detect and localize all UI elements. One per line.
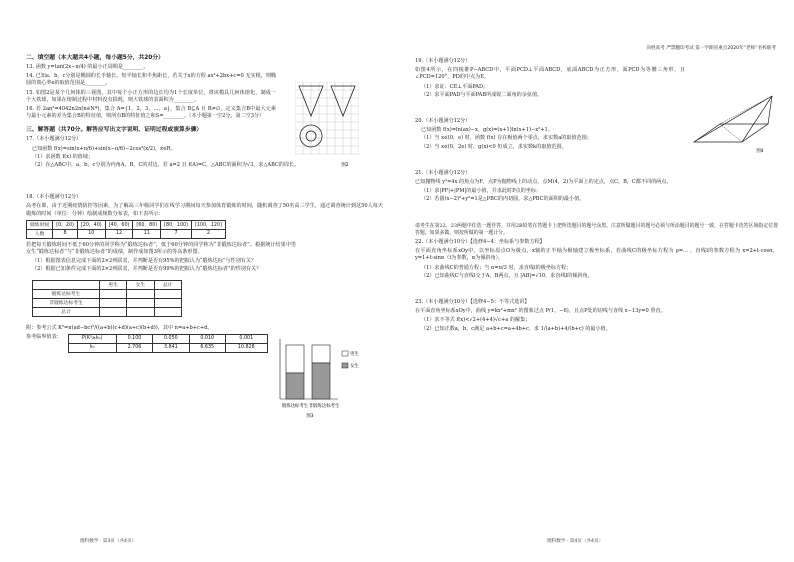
figure-3-caption: 图3 — [306, 414, 314, 419]
freq-header-cell: [100，120] — [191, 220, 225, 229]
question-22-stem: 在平面直角坐标系xOy中，以坐标原点O为极点，x轴的正半轴为极轴建立极坐标系，若曲线C的极坐标方程为 ρ=… ，直线l的参数方程为 x=2+t·cosα，y=1+t·sinα（t为参数，α为倾斜角）。 — [415, 248, 778, 262]
question-13: 13. 函数 y=tan(2x−π/4) 的最小正周期是________。 — [26, 64, 149, 70]
question-23-part2: （2）已知正数a，b，c满足 a+b+c=a+4b+c，求 1/(a+b)+4/(b+c) 的最小值。 — [421, 325, 611, 332]
crit-cell: 0.100 — [116, 334, 152, 343]
question-19-part1: （1）求证：CE⊥平面PAD； — [421, 83, 489, 90]
question-19-title: 19.（本小题满分12分） — [415, 58, 471, 64]
freq-cell: 10 — [77, 229, 105, 238]
spacer — [415, 205, 778, 223]
left-page-footer: 理科数学 · 第3页（共4页） — [80, 539, 137, 544]
question-20-stem: 已知函数 f(x)=ln(ax)−x，g(x)=(x+1)ln(x+1)−x²+1。 — [421, 127, 553, 134]
cont-header-cell: 女生 — [127, 280, 154, 289]
figure-3-bar-chart — [272, 335, 362, 421]
crit-cell: 3.841 — [153, 343, 189, 352]
legend-male-swatch — [342, 351, 348, 356]
question-19-part2: （2）求平面PAD与平面PAB所成锐二面角的余弦值。 — [421, 91, 543, 98]
critical-header-row — [68, 334, 267, 343]
crit-cell: 10.828 — [225, 343, 267, 352]
contingency-row — [33, 289, 182, 298]
crit-cell: 0.001 — [225, 334, 267, 343]
spacer — [415, 48, 778, 58]
figure-4-pyramid — [690, 92, 780, 156]
question-23-title: 23.（本小题满分10分）【选修4−5：不等式选讲】 — [415, 299, 530, 306]
cont-header-cell — [33, 280, 100, 289]
spacer — [415, 281, 778, 299]
frequency-count-row — [27, 229, 226, 238]
cont-blank-cell — [154, 307, 181, 316]
figure-2-caption: 图2 — [341, 163, 349, 168]
pyramid-hidden-diagonal — [720, 124, 742, 142]
question-16: 16. 若 2an²=4042n2n(n∈N*)，集合 A={1，2，3，…，a}，集合 B⊆A 且 B≠∅，定义集合B中最大元素与最小元素的差为集合B的特征值，则所有B的特征值之和S=________。（本小题第一空2分，第二空3分） — [26, 106, 276, 120]
question-22-part1: （1）求曲线C的普通方程；当 α=π/3 时，求直线l的极坐标方程； — [421, 264, 572, 271]
question-20-part1: （1）当 x∈(0，e) 时，函数 f(x) 存在极值两个零点，求实数a的取值范围； — [421, 135, 592, 142]
contingency-row — [33, 307, 182, 316]
critical-value-row — [68, 343, 267, 352]
bar-category-label: 非锻炼达标考生 — [308, 404, 340, 409]
bar-male-unqualified — [312, 345, 330, 363]
freq-header-cell: [80，100) — [161, 220, 192, 229]
freq-header-cell: [60，80) — [133, 220, 161, 229]
freq-cell: 12 — [105, 229, 133, 238]
crit-cell: k₀ — [68, 343, 116, 352]
question-17-stem: 已知函数 f(x)=sin(x+π/6)+sin(x−π/6)−2cos²(x/2)，x∈R。 — [32, 145, 176, 152]
question-23-stem: 在平面直角坐标系xOy中，曲线 y=kx²+mx² 的图象过点 P(1，−6)，且点P处的切线与直线 x−13y=0 垂直。 — [415, 308, 666, 315]
frequency-table — [26, 220, 226, 239]
frequency-header-row — [27, 220, 226, 229]
question-17-title: 17.（本小题满分12分） — [26, 136, 82, 143]
freq-header-cell: [20，40) — [77, 220, 105, 229]
cont-header-cell: 男生 — [99, 280, 126, 289]
spacer — [26, 170, 383, 194]
cont-blank-cell — [127, 307, 154, 316]
section-fill-blank-title: 二、填空题（本大题共4小题，每小题5分，共20分） — [26, 55, 164, 61]
critical-value-table — [68, 334, 268, 353]
cont-row-label: 总计 — [33, 307, 100, 316]
cont-blank-cell — [154, 298, 181, 307]
freq-header-cell: [0，20) — [53, 220, 78, 229]
question-15: 15. 如图2是某个几何体的三视图，其中每个小正方形的边长均为1个长度单位，将该模具几何体熔化，制成一个大铁球，如果在熔制过程中材料没有损耗，则大铁球的表面积为________。 — [26, 89, 276, 103]
pyramid-edge — [768, 96, 772, 124]
contingency-header-row — [33, 280, 182, 289]
figure-2-three-views — [295, 82, 359, 172]
question-18-part1: （1）根据图表信息完成下面的2×2列联表，并判断是否有95%的把握认为“锻炼达标”与性别有关？ — [32, 258, 257, 265]
sheet-header: 决胜高考 严禁翻印考试 第一学期省重点2020年“老师”名校联考 — [646, 46, 776, 51]
cont-row-label: 锻炼达标考生 — [33, 289, 100, 298]
cont-blank-cell — [154, 289, 181, 298]
cont-blank-cell — [127, 298, 154, 307]
freq-header-cell: [40，60) — [105, 220, 133, 229]
question-17-part1: （1）求函数 f(x) 的值域； — [32, 153, 94, 160]
question-21-part1: （1）求|PF|+|PM|的最小值，并求此时P点的坐标； — [421, 188, 542, 195]
question-18-condition: 若把每天锻炼时间不低于60分钟的同学称为“锻炼达标者”，低于60分钟的同学称为“非锻炼达标者”。根据统计结果中男女生“锻炼达标者”与“非锻炼达标者”的成绩，制作成如图3所示的等高条形图。 — [26, 241, 296, 256]
crit-cell: 0.050 — [153, 334, 189, 343]
cont-blank-cell — [99, 298, 126, 307]
question-20-title: 20.（本小题满分12分） — [415, 118, 471, 125]
cont-blank-cell — [127, 289, 154, 298]
bar-female-qualified — [286, 373, 304, 399]
freq-header-cell: 锻炼时间 — [27, 220, 53, 229]
crit-cell: P(K²≥k₀) — [68, 334, 116, 343]
question-18-part2: （2）根据已知条件完成下面的2×2列联表，并判断是否有99%的把握认为“锻炼达标者”的性别有关？ — [32, 266, 262, 273]
contingency-row — [33, 298, 182, 307]
grid-lines — [295, 82, 359, 154]
right-page — [397, 0, 794, 562]
pyramid-base — [694, 124, 768, 142]
legend-female-label: 女生 — [350, 364, 359, 369]
question-17-part2: （2）在△ABC中，a，b，c分别为内角A，B，C的对边，若 a=2 且 f(A)=C，△ABC的面积为√3，求△ABC的周长。 — [32, 162, 300, 169]
cont-blank-cell — [99, 307, 126, 316]
question-18-stem: 高考在即，由于近期疫情防控等因素，为了解高三年级同学们在线学习期间每天参加体育锻炼的时间，随机调查了50名高三学生，通过调查统计到这50人每天锻炼的时间（单位：分钟）绘制成频数分布表，如下表所示： — [26, 203, 383, 217]
freq-cell: 11 — [133, 229, 161, 238]
question-22-title: 22.（本小题满分10分）【选修4−4：坐标系与参数方程】 — [415, 239, 545, 246]
chi-square-formula: 附：参考公式 K²=n(ad−bc)²/((a+b)(c+d)(a+c)(b+d))，其中 n=a+b+c+d。 — [26, 324, 213, 331]
freq-cell: 2 — [191, 229, 225, 238]
crit-cell: 2.706 — [116, 343, 152, 352]
bar-male-qualified — [286, 345, 304, 373]
question-14: 14. 已知a，b，c分别是椭圆的长半轴长、短半轴长和半焦距长，若关于x的方程 ax²+2bx+c=0 无实根，则椭圆的离心率e的取值范围是________。 — [26, 73, 276, 87]
pyramid-edge — [694, 96, 772, 142]
figure-4-caption: 图4 — [756, 149, 764, 154]
freq-cell: 人数 — [27, 229, 53, 238]
cont-header-cell: 总计 — [154, 280, 181, 289]
bar-category-label: 锻炼达标考生 — [281, 404, 309, 409]
bar-female-unqualified — [312, 363, 330, 399]
question-19-stem: 如图4所示，在四棱锥P−ABCD中，平面PCD⊥平面ABCD，底面ABCD为正方形，面PCD为等腰三角形，且∠PCD=120°，PD的中点为E。 — [415, 67, 685, 81]
cont-row-label: 非锻炼达标考生 — [33, 298, 100, 307]
section-answer-title: 三、解答题（共70分。解答应写出文字说明、证明过程或演算步骤） — [26, 127, 203, 134]
crit-cell: 0.010 — [189, 334, 225, 343]
question-21-title: 21.（本小题满分12分） — [415, 169, 471, 176]
legend-female-swatch — [342, 363, 348, 368]
pyramid-edge — [742, 96, 772, 142]
question-21-stem: 已知抛物线 y²=4x 的焦点为F，点P为抛物线上的动点，点M(4，2)为平面上的定点，点C，B，C都不同的两点。 — [415, 179, 672, 186]
right-page-footer: 理科数学 · 第4页（共4页） — [547, 539, 604, 544]
crit-cell: 6.635 — [189, 343, 225, 352]
freq-cell: 8 — [53, 229, 78, 238]
legend-male-label: 男生 — [350, 352, 359, 357]
question-23-part1: （1）求不等式 f(x)<√2+(4+4)√c+a 的解集； — [421, 317, 531, 324]
critical-value-label: 参考临界值表： — [26, 333, 62, 340]
freq-cell: 7 — [161, 229, 192, 238]
elective-instruction: 请考生在第22、23两题中任选一题作答，并用2B铅笔在答题卡上把所选题目的题号涂黑。注意所做题目的题号必须与所涂题目的题号一致，在答题卡选答区域指定位置答题。如果多做，则按所做的第一题计分。 — [415, 222, 778, 236]
cont-blank-cell — [99, 289, 126, 298]
contingency-table — [32, 280, 182, 317]
question-20-part2: （2）当 x∈(0，2e) 时，g(x)<0 恒成立，求实数k的取值范围。 — [421, 143, 567, 150]
question-21-part2: （2）若圆(x−2)²+y²=1是△PBC的内切圆，求△PBC的面积的最小值。 — [421, 196, 585, 203]
pyramid-hidden-edge — [720, 96, 772, 124]
question-22-part2: （2）已知曲线C与直线l交于A，B两点，且 |AB|=√10，求直线l的倾斜角。 — [421, 272, 593, 279]
question-18-title: 18.（本小题满分12分） — [26, 194, 82, 201]
